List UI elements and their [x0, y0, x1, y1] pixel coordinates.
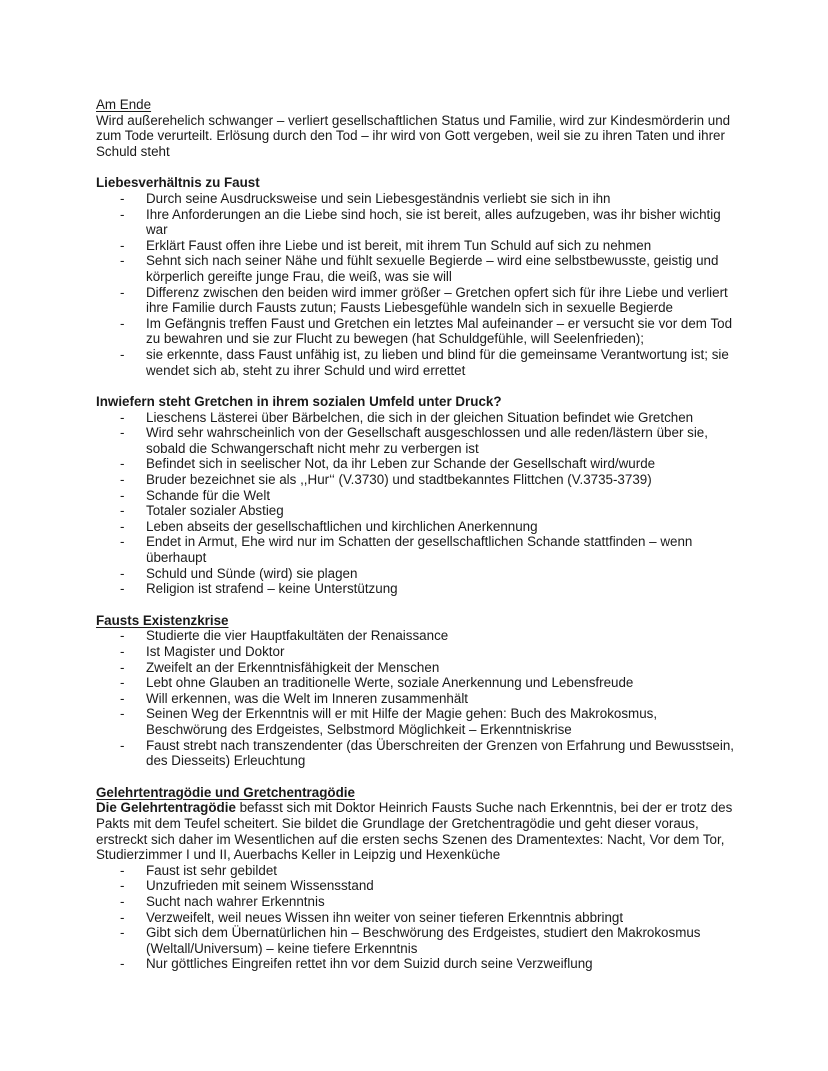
- bullet-dash: -: [120, 628, 125, 644]
- bullet-dash: -: [120, 706, 125, 722]
- document-page: [96, 97, 736, 972]
- bullet-dash: -: [120, 878, 125, 894]
- list-item-text: Differenz zwischen den beiden wird immer größer – Gretchen opfert sich für ihre Liebe und verliert ihre Familie durch Fausts zutun; Fausts Liebesgefühle wandeln sich in sexuelle Begierde: [146, 284, 728, 316]
- list-item: [96, 238, 736, 254]
- list-item-text: Lieschens Lästerei über Bärbelchen, die sich in der gleichen Situation befindet wie Gretchen: [146, 409, 694, 425]
- list-item: [96, 207, 736, 238]
- section-heading: Liebesverhältnis zu Faust: [96, 175, 260, 191]
- list-item: [96, 878, 736, 894]
- list-item: [96, 456, 736, 472]
- bullet-dash: -: [120, 346, 125, 362]
- bullet-dash: -: [120, 487, 125, 503]
- list-item: [96, 534, 736, 565]
- list-item-text: sie erkennte, dass Faust unfähig ist, zu lieben und blind für die gemeinsame Verantwortung ist; sie wendet sich ab, steht zu ihrer Schuld und wird errettet: [146, 346, 729, 378]
- section-umfeld: [96, 394, 736, 597]
- lead-text: befasst sich mit Doktor Heinrich Fausts Suche nach Erkenntnis, bei der er trotz des Pakts mit dem Teufel scheitert. Sie bildet die Grundlage der Gretchentragödie und geht dieser voraus, erstreckt sich daher im Wesentlichen auf die ersten sechs Szenen des Dramentextes: Nacht, Vor dem Tor, Studierzimmer I und II, Auerbachs Keller in Leipzig und Hexenküche: [96, 800, 733, 863]
- list-item: [96, 503, 736, 519]
- section-paragraph: Wird außerehelich schwanger – verliert gesellschaftlichen Status und Familie, wird zur Kindesmörderin und zum Tode verurteilt. Erlösung durch den Tod – ihr wird von Gott vergeben, weil sie zu ihren Taten und ihrer Schuld steht: [96, 112, 731, 159]
- list-item-text: Ist Magister und Doktor: [146, 644, 285, 659]
- list-item-text: Leben abseits der gesellschaftlichen und kirchlichen Anerkennung: [146, 518, 538, 534]
- list-item: [96, 488, 736, 504]
- bullet-dash: -: [120, 925, 125, 941]
- bullet-dash: -: [120, 862, 125, 878]
- list-item-text: Verzweifelt, weil neues Wissen ihn weiter von seiner tieferen Erkenntnis abbringt: [146, 909, 624, 925]
- bullet-list: [96, 628, 736, 768]
- bullet-list: [96, 863, 736, 972]
- list-item-text: Wird sehr wahrscheinlich von der Gesellschaft ausgeschlossen und alle reden/lästern über sie, sobald die Schwangerschaft nicht mehr zu verbergen ist: [146, 425, 708, 456]
- list-item-text: Schande für die Welt: [146, 487, 271, 503]
- list-item: [96, 347, 736, 378]
- list-item-text: Unzufrieden mit seinem Wissensstand: [146, 878, 374, 894]
- list-item-text: Faust ist sehr gebildet: [146, 862, 277, 878]
- list-item: [96, 628, 736, 644]
- list-item: [96, 472, 736, 488]
- list-item: [96, 410, 736, 426]
- list-item-text: Ihre Anforderungen an die Liebe sind hoch, sie ist bereit, alles aufzugeben, was ihr bisher wichtig war: [146, 206, 721, 238]
- bullet-dash: -: [120, 518, 125, 534]
- list-item: [96, 581, 736, 597]
- list-item-text: Religion ist strafend – keine Unterstützung: [146, 581, 398, 597]
- section-heading: Am Ende: [96, 97, 152, 112]
- list-item: [96, 519, 736, 535]
- list-item-text: Gibt sich dem Übernatürlichen hin – Beschwörung des Erdgeistes, studiert den Makrokosmus (Weltall/Universum) – keine tiefere Erkenntnis: [146, 925, 701, 956]
- bullet-dash: -: [120, 690, 125, 706]
- bullet-dash: -: [120, 237, 125, 253]
- list-item: [96, 738, 736, 769]
- bullet-dash: -: [120, 659, 125, 675]
- bullet-dash: -: [120, 644, 125, 659]
- section-am-ende: [96, 97, 736, 159]
- bullet-dash: -: [120, 284, 125, 300]
- section-existenzkrise: [96, 613, 736, 769]
- bullet-dash: -: [120, 956, 125, 972]
- list-item-text: Durch seine Ausdrucksweise und sein Liebesgeständnis verliebt sie sich in ihn: [146, 190, 611, 206]
- bullet-dash: -: [120, 409, 125, 425]
- list-item: [96, 691, 736, 707]
- bullet-dash: -: [120, 565, 125, 581]
- list-item: [96, 425, 736, 456]
- list-item: [96, 925, 736, 956]
- list-item-text: Zweifelt an der Erkenntnisfähigkeit der Menschen: [146, 659, 440, 675]
- bullet-dash: -: [120, 425, 125, 441]
- bullet-list: [96, 410, 736, 597]
- list-item-text: Im Gefängnis treffen Faust und Gretchen ein letztes Mal aufeinander – er versucht sie vor dem Tod zu bewahren und sie zur Flucht zu bewegen (hat Schuldgefühle, will Seelenfrieden);: [146, 315, 733, 347]
- section-tragoedie: [96, 785, 736, 972]
- list-item: [96, 285, 736, 316]
- bullet-dash: -: [120, 253, 125, 269]
- list-item: [96, 956, 736, 972]
- list-item-text: Studierte die vier Hauptfakultäten der Renaissance: [146, 628, 449, 644]
- list-item: [96, 253, 736, 284]
- list-item-text: Seinen Weg der Erkenntnis will er mit Hilfe der Magie gehen: Buch des Makrokosmus, Beschwörung des Erdgeistes, Selbstmord Möglichkeit – Erkenntniskrise: [146, 706, 658, 737]
- list-item-text: Will erkennen, was die Welt im Inneren zusammenhält: [146, 690, 469, 706]
- list-item: [96, 644, 736, 660]
- list-item: [96, 910, 736, 926]
- list-item-text: Lebt ohne Glauben an traditionelle Werte, soziale Anerkennung und Lebensfreude: [146, 675, 634, 691]
- list-item: [96, 706, 736, 737]
- list-item-text: Nur göttliches Eingreifen rettet ihn vor dem Suizid durch seine Verzweiflung: [146, 956, 593, 972]
- list-item-text: Erklärt Faust offen ihre Liebe und ist bereit, mit ihrem Tun Schuld auf sich zu nehmen: [146, 237, 652, 253]
- list-item: [96, 660, 736, 676]
- section-paragraph: [96, 800, 736, 862]
- bullet-dash: -: [120, 503, 125, 519]
- section-heading: Inwiefern steht Gretchen in ihrem sozialen Umfeld unter Druck?: [96, 394, 502, 410]
- bullet-dash: -: [120, 581, 125, 597]
- bullet-dash: -: [120, 206, 125, 222]
- list-item-text: Bruder bezeichnet sie als ,,Hur‘‘ (V.3730) und stadtbekanntes Flittchen (V.3735-3739): [146, 472, 652, 488]
- section-liebesverhaeltnis: [96, 175, 736, 378]
- bullet-dash: -: [120, 909, 125, 925]
- bullet-dash: -: [120, 190, 125, 206]
- list-item-text: Schuld und Sünde (wird) sie plagen: [146, 565, 358, 581]
- list-item-text: Totaler sozialer Abstieg: [146, 503, 284, 519]
- list-item-text: Sehnt sich nach seiner Nähe und fühlt sexuelle Begierde – wird eine selbstbewusste, geistig und körperlich gereifte junge Frau, die weiß, was sie will: [146, 253, 719, 284]
- list-item-text: Endet in Armut, Ehe wird nur im Schatten der gesellschaftlichen Schande stattfinden – wenn überhaupt: [146, 534, 693, 566]
- list-item-text: Sucht nach wahrer Erkenntnis: [146, 893, 325, 909]
- list-item-text: Faust strebt nach transzendenter (das Überschreiten der Grenzen von Erfahrung und Bewusstsein, des Diesseits) Erleuchtung: [146, 737, 735, 769]
- list-item: [96, 675, 736, 691]
- list-item: [96, 316, 736, 347]
- bullet-dash: -: [120, 472, 125, 488]
- bullet-dash: -: [120, 534, 125, 550]
- bullet-dash: -: [120, 675, 125, 691]
- list-item-text: Befindet sich in seelischer Not, da ihr Leben zur Schande der Gesellschaft wird/wurde: [146, 456, 656, 472]
- bullet-list: [96, 191, 736, 378]
- list-item: [96, 566, 736, 582]
- bullet-dash: -: [120, 737, 125, 753]
- list-item: [96, 863, 736, 879]
- list-item: [96, 894, 736, 910]
- section-heading: Gelehrtentragödie und Gretchentragödie: [96, 784, 355, 800]
- bullet-dash: -: [120, 315, 125, 331]
- bullet-dash: -: [120, 456, 125, 472]
- list-item: [96, 191, 736, 207]
- bullet-dash: -: [120, 893, 125, 909]
- lead-bold-term: Die Gelehrtentragödie: [96, 800, 236, 816]
- section-heading: Fausts Existenzkrise: [96, 612, 229, 628]
